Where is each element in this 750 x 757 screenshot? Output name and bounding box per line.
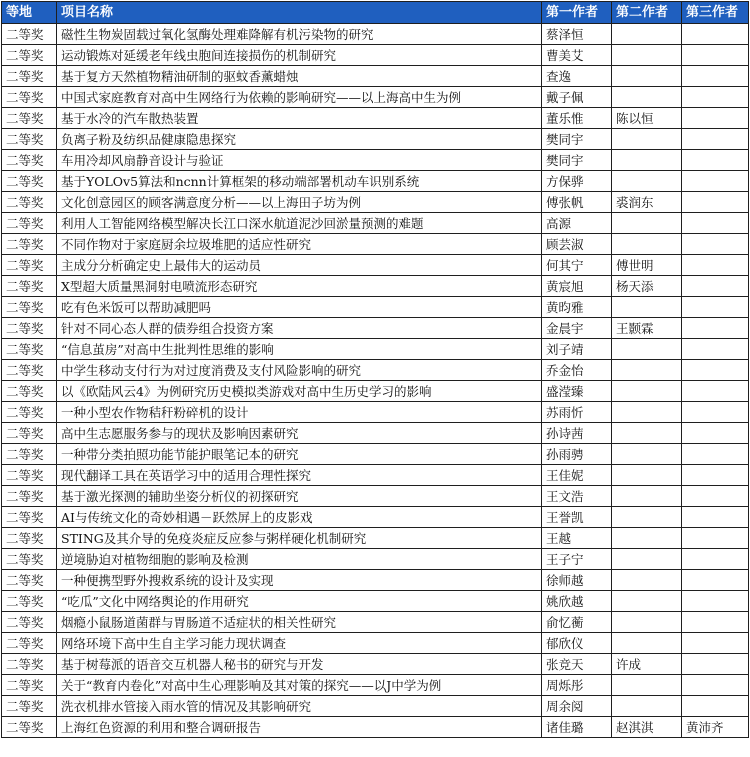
award-level-cell: 二等奖 <box>2 423 57 444</box>
table-row <box>2 171 749 192</box>
table-row <box>2 381 749 402</box>
first-author-cell: 王誉凯 <box>542 507 612 528</box>
awards-table <box>1 1 749 738</box>
header-row <box>2 2 749 24</box>
table-row <box>2 549 749 570</box>
second-author-cell <box>612 402 682 423</box>
award-level-cell: 二等奖 <box>2 150 57 171</box>
table-row <box>2 87 749 108</box>
award-level-cell: 二等奖 <box>2 381 57 402</box>
third-author-cell <box>682 108 749 129</box>
table-row <box>2 66 749 87</box>
table-row <box>2 339 749 360</box>
project-title-cell: 中学生移动支付行为对过度消费及支付风险影响的研究 <box>57 360 542 381</box>
third-author-cell <box>682 612 749 633</box>
first-author-cell: 董乐惟 <box>542 108 612 129</box>
second-author-cell: 杨天添 <box>612 276 682 297</box>
header-first-author: 第一作者 <box>542 2 612 24</box>
header-second-author: 第二作者 <box>612 2 682 24</box>
third-author-cell <box>682 423 749 444</box>
award-level-cell: 二等奖 <box>2 717 57 738</box>
second-author-cell <box>612 150 682 171</box>
header-level: 等地 <box>2 2 57 24</box>
second-author-cell <box>612 633 682 654</box>
first-author-cell: 孙诗茜 <box>542 423 612 444</box>
third-author-cell <box>682 213 749 234</box>
first-author-cell: 苏雨忻 <box>542 402 612 423</box>
first-author-cell: 戴子佩 <box>542 87 612 108</box>
third-author-cell <box>682 234 749 255</box>
table-row <box>2 360 749 381</box>
second-author-cell <box>612 171 682 192</box>
second-author-cell <box>612 591 682 612</box>
award-level-cell: 二等奖 <box>2 360 57 381</box>
table-row <box>2 486 749 507</box>
third-author-cell <box>682 24 749 45</box>
project-title-cell: 上海红色资源的利用和整合调研报告 <box>57 717 542 738</box>
second-author-cell: 许成 <box>612 654 682 675</box>
award-level-cell: 二等奖 <box>2 171 57 192</box>
first-author-cell: 周烁彤 <box>542 675 612 696</box>
project-title-cell: 针对不同心态人群的债券组合投资方案 <box>57 318 542 339</box>
third-author-cell <box>682 255 749 276</box>
second-author-cell <box>612 696 682 717</box>
project-title-cell: 一种小型农作物秸秆粉碎机的设计 <box>57 402 542 423</box>
project-title-cell: 吃有色米饭可以帮助减肥吗 <box>57 297 542 318</box>
award-level-cell: 二等奖 <box>2 696 57 717</box>
first-author-cell: 刘子靖 <box>542 339 612 360</box>
project-title-cell: 洗衣机排水管接入雨水管的情况及其影响研究 <box>57 696 542 717</box>
award-level-cell: 二等奖 <box>2 66 57 87</box>
table-row <box>2 612 749 633</box>
first-author-cell: 王子宁 <box>542 549 612 570</box>
first-author-cell: 王佳妮 <box>542 465 612 486</box>
second-author-cell <box>612 24 682 45</box>
second-author-cell <box>612 486 682 507</box>
table-row <box>2 654 749 675</box>
project-title-cell: “吃瓜”文化中网络舆论的作用研究 <box>57 591 542 612</box>
third-author-cell <box>682 171 749 192</box>
table-row <box>2 150 749 171</box>
second-author-cell <box>612 87 682 108</box>
first-author-cell: 俞忆蘅 <box>542 612 612 633</box>
project-title-cell: 网络环境下高中生自主学习能力现状调查 <box>57 633 542 654</box>
award-level-cell: 二等奖 <box>2 108 57 129</box>
table-row <box>2 528 749 549</box>
first-author-cell: 王越 <box>542 528 612 549</box>
third-author-cell <box>682 402 749 423</box>
award-level-cell: 二等奖 <box>2 486 57 507</box>
first-author-cell: 查逸 <box>542 66 612 87</box>
second-author-cell: 傅世明 <box>612 255 682 276</box>
third-author-cell <box>682 486 749 507</box>
award-level-cell: 二等奖 <box>2 633 57 654</box>
header-project-title: 项目名称 <box>57 2 542 24</box>
first-author-cell: 徐师越 <box>542 570 612 591</box>
first-author-cell: 张竞天 <box>542 654 612 675</box>
first-author-cell: 周余阅 <box>542 696 612 717</box>
second-author-cell <box>612 423 682 444</box>
first-author-cell: 顾芸淑 <box>542 234 612 255</box>
award-level-cell: 二等奖 <box>2 591 57 612</box>
project-title-cell: 不同作物对于家庭厨余垃圾堆肥的适应性研究 <box>57 234 542 255</box>
award-level-cell: 二等奖 <box>2 45 57 66</box>
third-author-cell <box>682 66 749 87</box>
award-level-cell: 二等奖 <box>2 654 57 675</box>
project-title-cell: 一种便携型野外搜救系统的设计及实现 <box>57 570 542 591</box>
project-title-cell: AI与传统文化的奇妙相遇－跃然屏上的皮影戏 <box>57 507 542 528</box>
third-author-cell <box>682 465 749 486</box>
first-author-cell: 姚欣越 <box>542 591 612 612</box>
project-title-cell: 现代翻译工具在英语学习中的适用合理性探究 <box>57 465 542 486</box>
third-author-cell <box>682 381 749 402</box>
table-row <box>2 129 749 150</box>
second-author-cell <box>612 507 682 528</box>
project-title-cell: 主成分分析确定史上最伟大的运动员 <box>57 255 542 276</box>
project-title-cell: 负离子粉及纺织品健康隐患探究 <box>57 129 542 150</box>
project-title-cell: 利用人工智能网络模型解决长江口深水航道泥沙回淤量预测的难题 <box>57 213 542 234</box>
project-title-cell: 以《欧陆风云4》为例研究历史模拟类游戏对高中生历史学习的影响 <box>57 381 542 402</box>
project-title-cell: 关于“教育内卷化”对高中生心理影响及其对策的探究——以J中学为例 <box>57 675 542 696</box>
third-author-cell <box>682 150 749 171</box>
second-author-cell <box>612 297 682 318</box>
table-row <box>2 507 749 528</box>
table-row <box>2 465 749 486</box>
first-author-cell: 乔金怡 <box>542 360 612 381</box>
third-author-cell <box>682 591 749 612</box>
second-author-cell: 王颢霖 <box>612 318 682 339</box>
award-level-cell: 二等奖 <box>2 528 57 549</box>
first-author-cell: 蔡泽恒 <box>542 24 612 45</box>
table-row <box>2 234 749 255</box>
award-level-cell: 二等奖 <box>2 276 57 297</box>
project-title-cell: 基于复方天然植物精油研制的驱蚊香薰蜡烛 <box>57 66 542 87</box>
table-row <box>2 591 749 612</box>
third-author-cell <box>682 507 749 528</box>
award-level-cell: 二等奖 <box>2 675 57 696</box>
first-author-cell: 何其宁 <box>542 255 612 276</box>
first-author-cell: 曹美艾 <box>542 45 612 66</box>
award-level-cell: 二等奖 <box>2 255 57 276</box>
project-title-cell: 基于YOLOv5算法和ncnn计算框架的移动端部署机动车识别系统 <box>57 171 542 192</box>
award-level-cell: 二等奖 <box>2 24 57 45</box>
third-author-cell <box>682 360 749 381</box>
table-row <box>2 24 749 45</box>
award-level-cell: 二等奖 <box>2 192 57 213</box>
third-author-cell <box>682 570 749 591</box>
second-author-cell <box>612 465 682 486</box>
table-row <box>2 696 749 717</box>
second-author-cell <box>612 612 682 633</box>
project-title-cell: 基于树莓派的语音交互机器人秘书的研究与开发 <box>57 654 542 675</box>
award-level-cell: 二等奖 <box>2 234 57 255</box>
first-author-cell: 高源 <box>542 213 612 234</box>
award-level-cell: 二等奖 <box>2 339 57 360</box>
first-author-cell: 诸佳璐 <box>542 717 612 738</box>
third-author-cell <box>682 297 749 318</box>
project-title-cell: STING及其介导的免疫炎症反应参与粥样硬化机制研究 <box>57 528 542 549</box>
table-row <box>2 108 749 129</box>
project-title-cell: 车用冷却风扇静音设计与验证 <box>57 150 542 171</box>
table-body <box>2 24 749 738</box>
project-title-cell: 文化创意园区的顾客满意度分析——以上海田子坊为例 <box>57 192 542 213</box>
second-author-cell <box>612 213 682 234</box>
project-title-cell: 高中生志愿服务参与的现状及影响因素研究 <box>57 423 542 444</box>
third-author-cell: 黄沛齐 <box>682 717 749 738</box>
first-author-cell: 郁欣仪 <box>542 633 612 654</box>
project-title-cell: 磁性生物炭固载过氧化氢酶处理难降解有机污染物的研究 <box>57 24 542 45</box>
header-third-author: 第三作者 <box>682 2 749 24</box>
second-author-cell: 裘润东 <box>612 192 682 213</box>
table-row <box>2 570 749 591</box>
project-title-cell: 运动锻炼对延缓老年线虫胞间连接损伤的机制研究 <box>57 45 542 66</box>
award-level-cell: 二等奖 <box>2 402 57 423</box>
table-header <box>2 2 749 24</box>
third-author-cell <box>682 192 749 213</box>
award-level-cell: 二等奖 <box>2 87 57 108</box>
project-title-cell: 基于水冷的汽车散热装置 <box>57 108 542 129</box>
award-level-cell: 二等奖 <box>2 465 57 486</box>
second-author-cell <box>612 339 682 360</box>
second-author-cell <box>612 234 682 255</box>
table-row <box>2 675 749 696</box>
project-title-cell: 基于激光探测的辅助坐姿分析仪的初探研究 <box>57 486 542 507</box>
first-author-cell: 傅张帆 <box>542 192 612 213</box>
second-author-cell <box>612 360 682 381</box>
table-row <box>2 423 749 444</box>
award-level-cell: 二等奖 <box>2 612 57 633</box>
third-author-cell <box>682 129 749 150</box>
first-author-cell: 樊同宇 <box>542 150 612 171</box>
second-author-cell <box>612 570 682 591</box>
second-author-cell <box>612 66 682 87</box>
first-author-cell: 盛滢臻 <box>542 381 612 402</box>
project-title-cell: 烟瘾小鼠肠道菌群与胃肠道不适症状的相关性研究 <box>57 612 542 633</box>
first-author-cell: 方保骅 <box>542 171 612 192</box>
table-row <box>2 297 749 318</box>
table-row <box>2 717 749 738</box>
third-author-cell <box>682 276 749 297</box>
table-row <box>2 45 749 66</box>
second-author-cell <box>612 129 682 150</box>
third-author-cell <box>682 45 749 66</box>
third-author-cell <box>682 549 749 570</box>
table-row <box>2 213 749 234</box>
award-level-cell: 二等奖 <box>2 444 57 465</box>
second-author-cell <box>612 444 682 465</box>
table-row <box>2 633 749 654</box>
first-author-cell: 黄昀雅 <box>542 297 612 318</box>
table-row <box>2 192 749 213</box>
second-author-cell <box>612 549 682 570</box>
table-row <box>2 402 749 423</box>
project-title-cell: X型超大质量黑洞射电喷流形态研究 <box>57 276 542 297</box>
project-title-cell: 逆境胁迫对植物细胞的影响及检测 <box>57 549 542 570</box>
second-author-cell <box>612 381 682 402</box>
first-author-cell: 孙雨骋 <box>542 444 612 465</box>
award-level-cell: 二等奖 <box>2 318 57 339</box>
third-author-cell <box>682 696 749 717</box>
second-author-cell: 赵淇淇 <box>612 717 682 738</box>
award-level-cell: 二等奖 <box>2 129 57 150</box>
award-level-cell: 二等奖 <box>2 297 57 318</box>
table-row <box>2 444 749 465</box>
third-author-cell <box>682 654 749 675</box>
award-level-cell: 二等奖 <box>2 507 57 528</box>
third-author-cell <box>682 675 749 696</box>
third-author-cell <box>682 87 749 108</box>
third-author-cell <box>682 444 749 465</box>
table-row <box>2 318 749 339</box>
project-title-cell: 一种带分类拍照功能节能护眼笔记本的研究 <box>57 444 542 465</box>
first-author-cell: 樊同宇 <box>542 129 612 150</box>
project-title-cell: 中国式家庭教育对高中生网络行为依赖的影响研究——以上海高中生为例 <box>57 87 542 108</box>
second-author-cell <box>612 528 682 549</box>
third-author-cell <box>682 318 749 339</box>
table-row <box>2 276 749 297</box>
second-author-cell <box>612 675 682 696</box>
third-author-cell <box>682 528 749 549</box>
third-author-cell <box>682 339 749 360</box>
first-author-cell: 王文浩 <box>542 486 612 507</box>
first-author-cell: 金晨宇 <box>542 318 612 339</box>
third-author-cell <box>682 633 749 654</box>
award-level-cell: 二等奖 <box>2 213 57 234</box>
table-row <box>2 255 749 276</box>
first-author-cell: 黄宸旭 <box>542 276 612 297</box>
second-author-cell <box>612 45 682 66</box>
second-author-cell: 陈以恒 <box>612 108 682 129</box>
project-title-cell: “信息茧房”对高中生批判性思维的影响 <box>57 339 542 360</box>
award-level-cell: 二等奖 <box>2 549 57 570</box>
award-level-cell: 二等奖 <box>2 570 57 591</box>
